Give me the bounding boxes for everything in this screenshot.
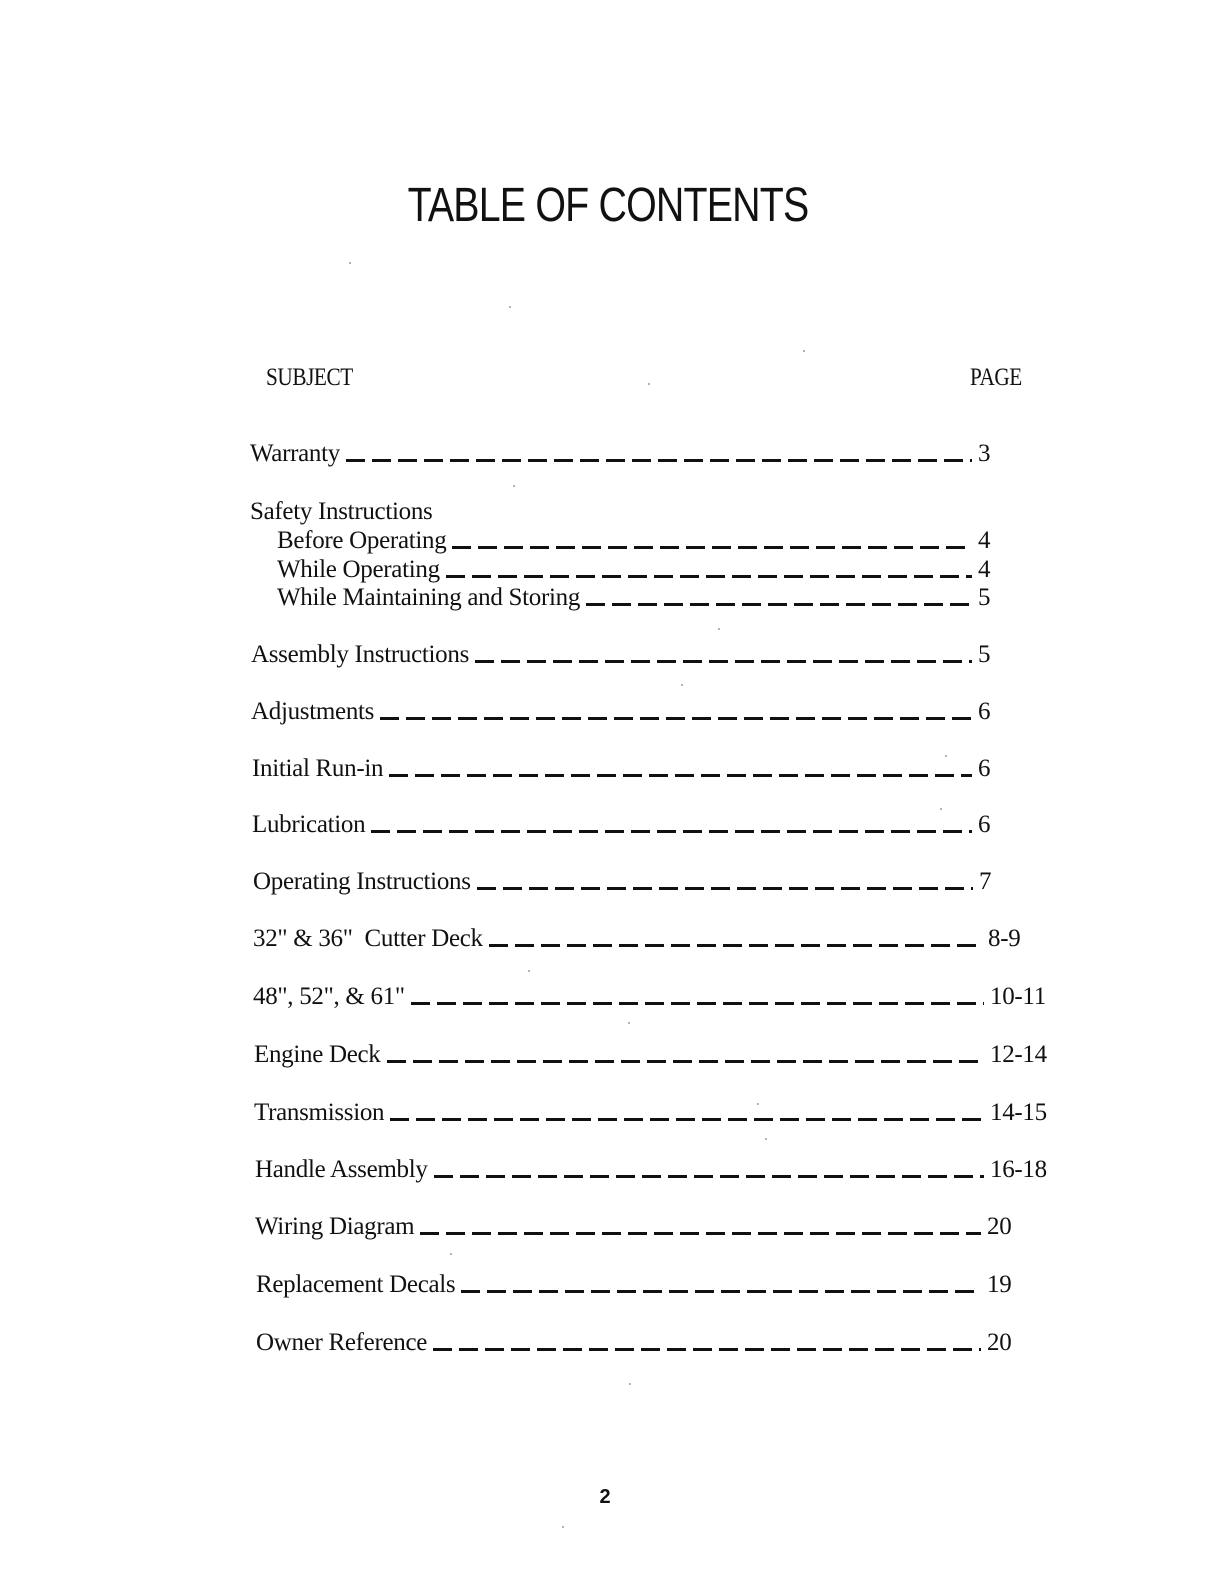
dotted-leader bbox=[477, 887, 973, 890]
toc-entry-page: 5 bbox=[978, 641, 991, 668]
toc-entry-label: Assembly Instructions bbox=[251, 641, 469, 668]
scan-speck bbox=[349, 262, 351, 264]
page-number: 2 bbox=[599, 1486, 611, 1508]
toc-entry-page: 12-14 bbox=[990, 1041, 1047, 1068]
dotted-leader bbox=[586, 603, 972, 606]
toc-section-heading: Safety Instructions bbox=[250, 498, 433, 525]
scan-speck bbox=[629, 1383, 631, 1385]
scan-speck bbox=[681, 684, 683, 686]
toc-entry-label: Warranty bbox=[250, 440, 340, 467]
toc-entry-page: 10-11 bbox=[990, 983, 1046, 1010]
toc-entry-engine-deck bbox=[254, 1041, 1048, 1071]
toc-entry-lubrication bbox=[252, 811, 998, 841]
toc-entry-owner-reference bbox=[256, 1329, 1015, 1359]
dotted-leader bbox=[371, 830, 972, 833]
toc-entry-assembly-instructions bbox=[251, 641, 998, 671]
scan-speck bbox=[940, 808, 942, 810]
toc-entry-label: 48", 52", & 61" bbox=[253, 983, 405, 1010]
toc-entry-page: 5 bbox=[978, 584, 991, 611]
scan-speck bbox=[945, 755, 947, 757]
toc-entry-warranty bbox=[250, 440, 998, 470]
toc-entry-label: While Maintaining and Storing bbox=[277, 584, 581, 611]
scan-speck bbox=[718, 628, 720, 630]
dotted-leader bbox=[475, 660, 972, 663]
dotted-leader bbox=[433, 1348, 981, 1351]
toc-entry-label: Adjustments bbox=[251, 698, 375, 725]
toc-entry-handle-assembly bbox=[255, 1156, 1048, 1186]
page-title: TABLE OF CONTENTS bbox=[407, 179, 809, 232]
toc-entry-page: 16-18 bbox=[990, 1156, 1047, 1183]
toc-entry-wiring-diagram bbox=[255, 1213, 1015, 1243]
toc-entry-page: 20 bbox=[987, 1213, 1012, 1240]
dotted-leader bbox=[380, 717, 972, 720]
toc-entry-page: 14-15 bbox=[990, 1099, 1047, 1126]
toc-entry-while-operating bbox=[277, 556, 998, 586]
toc-entry-page: 19 bbox=[987, 1271, 1012, 1298]
scan-speck bbox=[509, 306, 511, 308]
toc-entry-label: Engine Deck bbox=[254, 1041, 381, 1068]
scan-speck bbox=[757, 1103, 759, 1105]
toc-entry-page: 7 bbox=[979, 868, 992, 895]
scan-speck bbox=[648, 383, 650, 385]
toc-entry-transmission bbox=[254, 1099, 1048, 1129]
dotted-leader bbox=[420, 1232, 981, 1235]
toc-entry-page: 6 bbox=[978, 755, 991, 782]
dotted-leader bbox=[411, 1002, 984, 1005]
dotted-leader bbox=[389, 774, 972, 777]
dotted-leader bbox=[452, 546, 972, 549]
dotted-leader bbox=[387, 1060, 984, 1063]
toc-entry-label: Owner Reference bbox=[256, 1329, 428, 1356]
dotted-leader bbox=[461, 1290, 981, 1293]
scan-speck bbox=[562, 1526, 564, 1528]
scan-speck bbox=[628, 1022, 630, 1024]
toc-entry-page: 3 bbox=[978, 440, 991, 467]
toc-entry-page: 20 bbox=[987, 1329, 1012, 1356]
dotted-leader bbox=[390, 1118, 984, 1121]
scan-speck bbox=[803, 350, 805, 352]
toc-entry-label: While Operating bbox=[277, 556, 440, 583]
subject-column-heading: SUBJECT bbox=[266, 364, 353, 391]
toc-entry-label: Initial Run-in bbox=[252, 755, 384, 782]
toc-entry-initial-run-in bbox=[252, 755, 998, 785]
page-column-heading: PAGE bbox=[970, 364, 1022, 391]
toc-entry-label: Handle Assembly bbox=[255, 1156, 428, 1183]
scan-speck bbox=[513, 485, 515, 487]
toc-entry-operating-instructions bbox=[253, 868, 999, 898]
dotted-leader bbox=[434, 1175, 984, 1178]
toc-entry-cutter-deck-48-52-61 bbox=[253, 983, 1048, 1013]
toc-entry-page: 4 bbox=[978, 527, 991, 554]
toc-entry-replacement-decals bbox=[256, 1271, 1015, 1301]
toc-entry-while-maintaining bbox=[277, 584, 998, 614]
dotted-leader bbox=[489, 944, 982, 947]
toc-entry-label: Before Operating bbox=[277, 527, 447, 554]
toc-entry-adjustments bbox=[251, 698, 998, 728]
toc-entry-label: Wiring Diagram bbox=[255, 1213, 415, 1240]
toc-entry-label: Transmission bbox=[254, 1099, 385, 1126]
scan-speck bbox=[765, 1138, 767, 1140]
scan-speck bbox=[450, 1253, 452, 1255]
dotted-leader bbox=[446, 575, 972, 578]
toc-entry-before-operating bbox=[277, 527, 998, 557]
toc-entry-label: Replacement Decals bbox=[256, 1271, 456, 1298]
toc-entry-page: 4 bbox=[978, 556, 991, 583]
toc-entry-label: Lubrication bbox=[252, 811, 366, 838]
toc-entry-page: 6 bbox=[978, 698, 991, 725]
scan-speck bbox=[528, 970, 530, 972]
toc-entry-cutter-deck-32-36 bbox=[253, 925, 1030, 955]
dotted-leader bbox=[346, 459, 972, 462]
toc-entry-page: 8-9 bbox=[988, 925, 1021, 952]
toc-entry-page: 6 bbox=[978, 811, 991, 838]
toc-entry-label: 32" & 36" Cutter Deck bbox=[253, 925, 483, 952]
toc-entry-label: Operating Instructions bbox=[253, 868, 471, 895]
